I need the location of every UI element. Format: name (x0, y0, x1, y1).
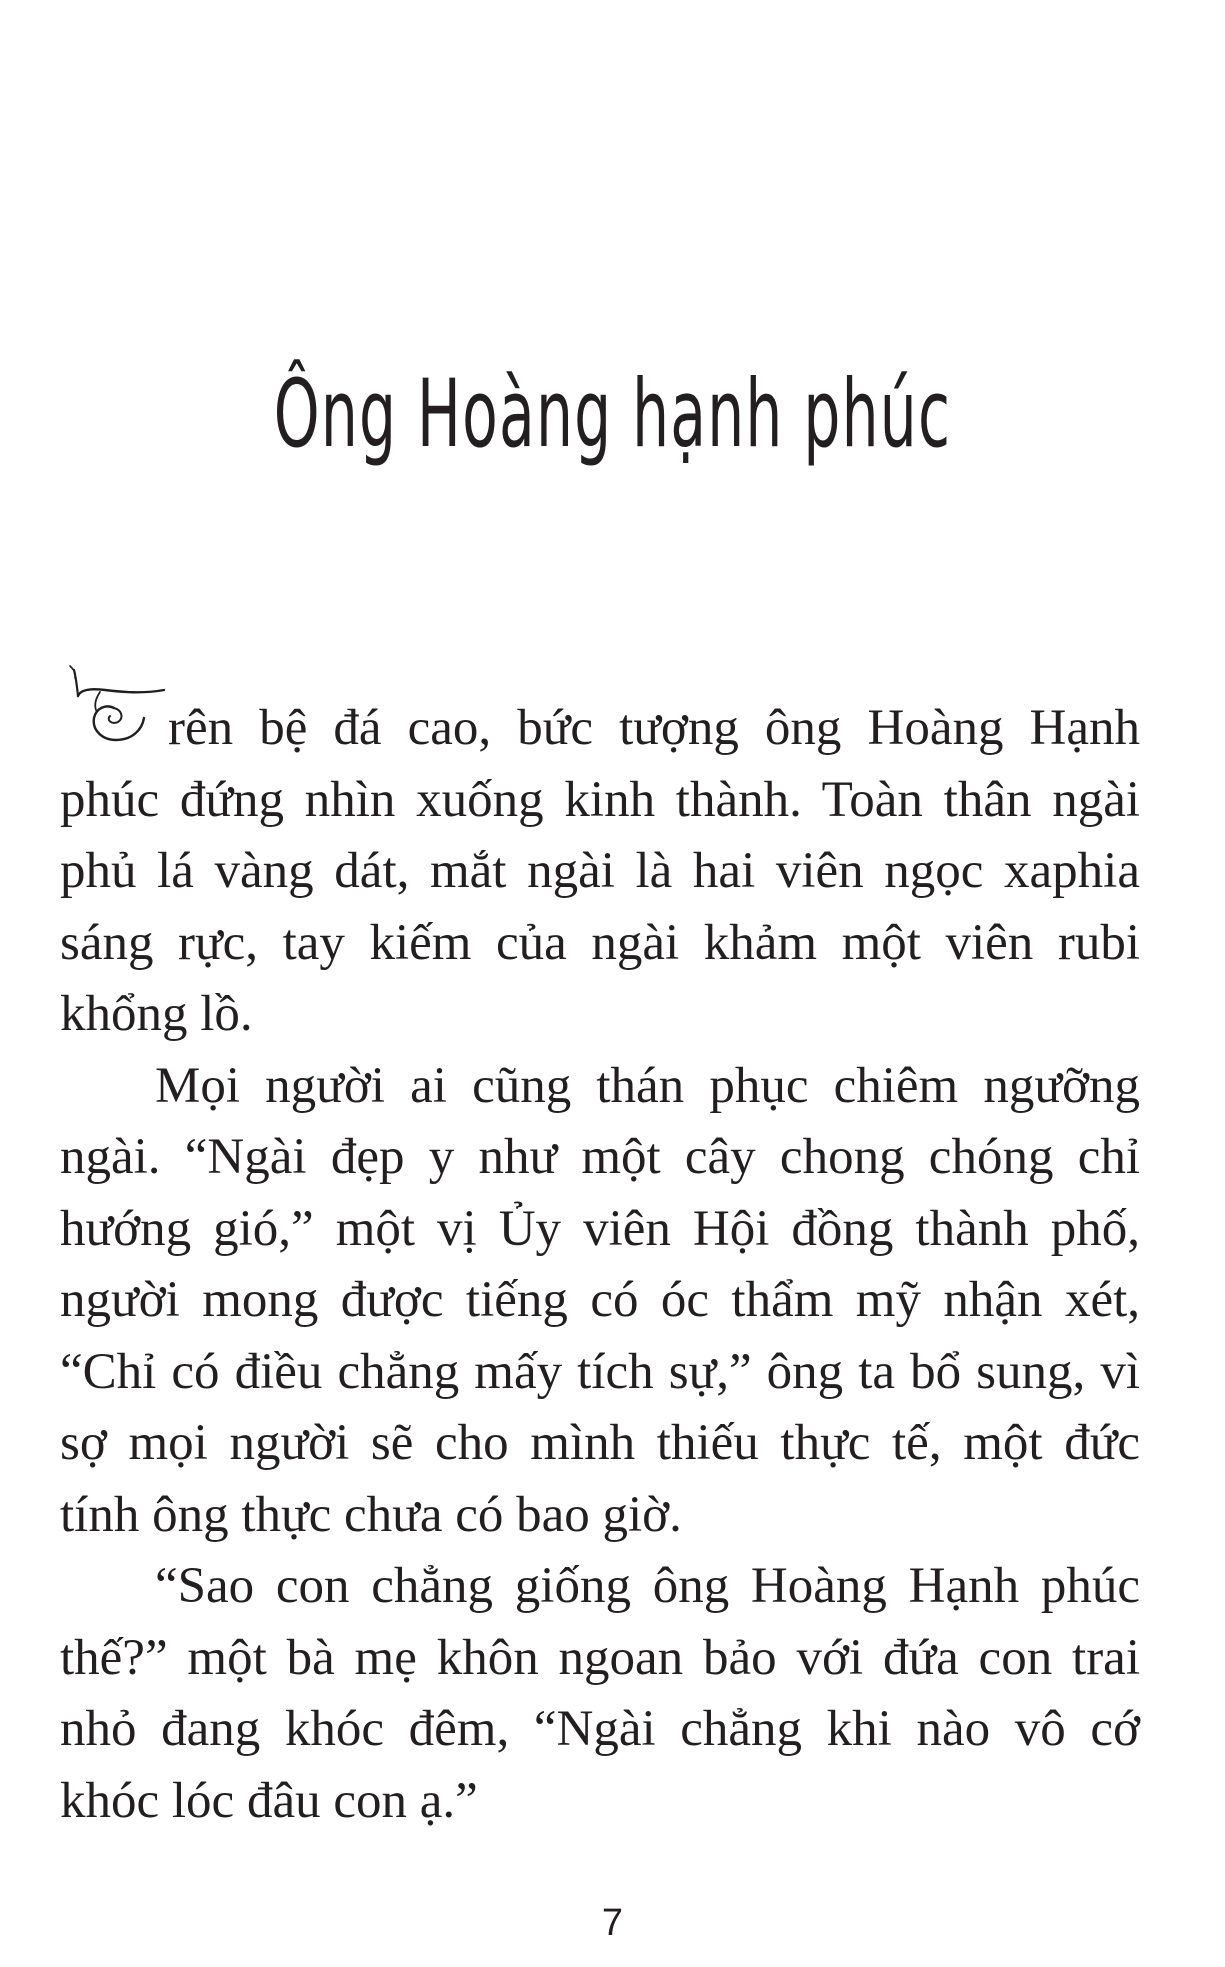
page-number: 7 (601, 1902, 624, 1944)
paragraph-2: Mọi người ai cũng thán phục chiêm ngưỡng ngài. “Ngài đẹp y như một cây chong chóng chỉ hướng gió,” một vị Ủy viên Hội đồng thành phố, người mong được tiếng có óc thẩm mỹ nhận xét, “Chỉ có điều chẳng mấy tích sự,” ông ta bổ sung, vì sợ mọi người sẽ cho mình thiếu thực tế, một đức tính ông thực chưa có bao giờ. (60, 1057, 1140, 1543)
chapter-title: Ông Hoàng hạnh phúc (273, 360, 952, 469)
paragraph-1 (60, 680, 1140, 1051)
paragraph-3: “Sao con chẳng giống ông Hoàng Hạnh phúc thế?” một bà mẹ khôn ngoan bảo với đứa con trai nhỏ đang khóc đêm, “Ngài chẳng khi nào vô cớ khóc lóc đâu con ạ.” (60, 1558, 1140, 1829)
decorative-dropcap-icon (60, 676, 168, 746)
paragraph-1-text: rên bệ đá cao, bức tượng ông Hoàng Hạnh phúc đứng nhìn xuống kinh thành. Toàn thân ngài phủ lá vàng dát, mắt ngài là hai viên ngọc xaphia sáng rực, tay kiếm của ngài khảm một viên rubi khổng lồ. (60, 700, 1140, 1042)
chapter-body (60, 680, 1140, 1837)
